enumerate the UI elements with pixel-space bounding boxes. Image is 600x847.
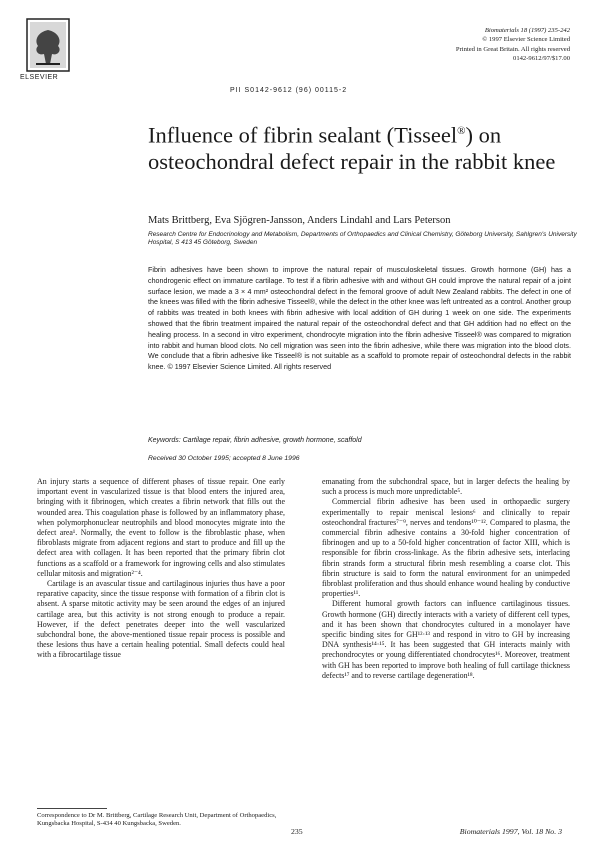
title-end: ) on osteochondral defect repair in the rabbit knee [148,122,556,174]
citation-line: Printed in Great Britain. All rights reserved [455,45,570,53]
journal-footer: Biomaterials 1997, Vol. 18 No. 3 [459,827,562,836]
footnote-rule [37,808,107,809]
article-title [148,118,578,175]
citation-block [420,26,570,64]
publisher-name: ELSEVIER [20,74,59,81]
received-dates: Received 30 October 1995; accepted 8 June 1996 [148,455,300,462]
elsevier-tree-logo [26,18,70,72]
affiliation: Research Centre for Endocrinology and Metabolism, Departments of Orthopaedics and Clinical Chemistry, Göteborg University, Sahlgren's University Hospital, S 413 45 Göteborg, Sweden [148,231,577,247]
title-start: Influence of fibrin sealant (Tisseel [148,122,458,148]
keywords: Keywords: Cartilage repair, fibrin adhesive, growth hormone, scaffold [148,437,362,444]
body-paragraph: Different humoral growth factors can influence cartilaginous tissues. Growth hormone (GH) directly interacts with a variety of different cell types, and it has been shown that chondrocytes cultured in a monolayer have specific binding sites for GH¹²·¹³ and respond in vitro to GH by increasing DNA synthesis¹⁴·¹⁵. It has been suggested that GH interacts mainly with prechondrocytes or young differentiated chondrocytes¹⁶. Moreover, treatment with GH has been reported to improve both healing of full cartilage thickness defects¹⁷ and to reverse cartilage degeneration¹⁸. [322,599,570,680]
page-number: 235 [291,827,303,836]
registered-mark: ® [457,125,466,137]
body-column-right [322,477,570,681]
citation-line: 0142-9612/97/$17.00 [513,55,570,63]
correspondence-note: Correspondence to Dr M. Brittberg, Cartilage Research Unit, Department of Orthopaedics, Kungsbacka Hospital, S-434 40 Kungsbacka, Sweden. [37,812,277,828]
citation-journal: Biomaterials 18 (1997) 235-242 [484,27,570,34]
body-paragraph: Commercial fibrin adhesive has been used in orthopaedic surgery experimentally to repair meniscal lesions⁶ and clinically to repair osteochondral fractures⁷⁻⁹, nerves and tendons¹⁰⁻¹². Compared to plasma, the commercial fibrin adhesive contains a 30-fold higher concentration of fibrinogen and up to a 50-fold higher concentration of factor XIII, which is responsible for fibrin cross-linkage. As the fibrin adhesive sets, interlacing fibrin strands form a structural fibrin mesh resembling a coarse clot. This fibrin structure is said to form the natural environment for an unimpeded fibroblast proliferation and thus should enhance wound healing by conductive properties¹¹. [322,497,570,599]
citation-line: © 1997 Elsevier Science Limited [482,36,570,44]
abstract: Fibrin adhesives have been shown to improve the natural repair of musculoskeletal tissues. Growth hormone (GH) has a chondrogenic effect on immature cartilage. To test if a fibrin adhesive with and without GH could improve the natural repair of a joint surface lesion, we made a 3 × 4 mm² osteochondral defect in the femoral groove of adult New Zealand rabbits. The defect in one of the knees was filled with the fibrin adhesive Tisseel®, while the defect in the other knee was left untreated as a control. Another group of rabbits was treated in both knees with fibrin adhesive with local addition of GH during 1 week on one side. The experiments showed that the fibrin treatment impaired the natural repair of the osteochondral defect and that GH addition had no effect on the healing process. In a second in vitro experiment, chondrocyte migration into the fibrin adhesive Tisseel® was compared to migration into rabbit and human blood clots. No cell migration was seen into the fibrin adhesive, while there was migration into the blood clots. We conclude that a fibrin adhesive like Tisseel® is not suitable as a scaffold to promote repair of osteochondral defects in the rabbit knee. © 1997 Elsevier Science Limited. All rights reserved [148,266,571,372]
pii-code: PII S0142-9612 (96) 00115-2 [230,87,348,94]
body-paragraph: An injury starts a sequence of different phases of tissue repair. One early important event in vascularized tissue is that blood enters the injured area, bringing with it fibrinogen, which creates a fibrin network that fills out the wounded area. This coagulation phase is followed by an inflammatory phase, when polymorphonuclear neutrophils and blood monocytes migrate into the defect area¹. Normally, the event to follow is the fibroblastic phase, when fibroblasts migrate from adjacent regions and start to produce and fill up the defect area with collagen. It has been reported that the primary fibrin clot functions as a scaffold or a framework for ingrowing cells and also stimulates cellular mitosis and migration²⁻⁴. [37,477,285,578]
body-paragraph: emanating from the subchondral space, but in larger defects the healing by such a process is much more unpredictable⁵. [322,477,570,497]
body-column-left [37,477,285,661]
author-list: Mats Brittberg, Eva Sjögren-Jansson, Anders Lindahl and Lars Peterson [148,215,451,226]
body-paragraph: Cartilage is an avascular tissue and cartilaginous injuries thus have a poor reparative capacity, since the tissue response with formation of a fibrin clot is absent. A sparse mitotic activity may be seen around the edges of an injured cartilage area, but this activity is not strong enough to produce a repair. However, if the defect penetrates deeper into the well vascularized subchondral bone, the above-mentioned tissue repair process is possible and these lesions thus have a certain healing potential. Small defects could heal with a fibrocartilage tissue [37,579,285,660]
